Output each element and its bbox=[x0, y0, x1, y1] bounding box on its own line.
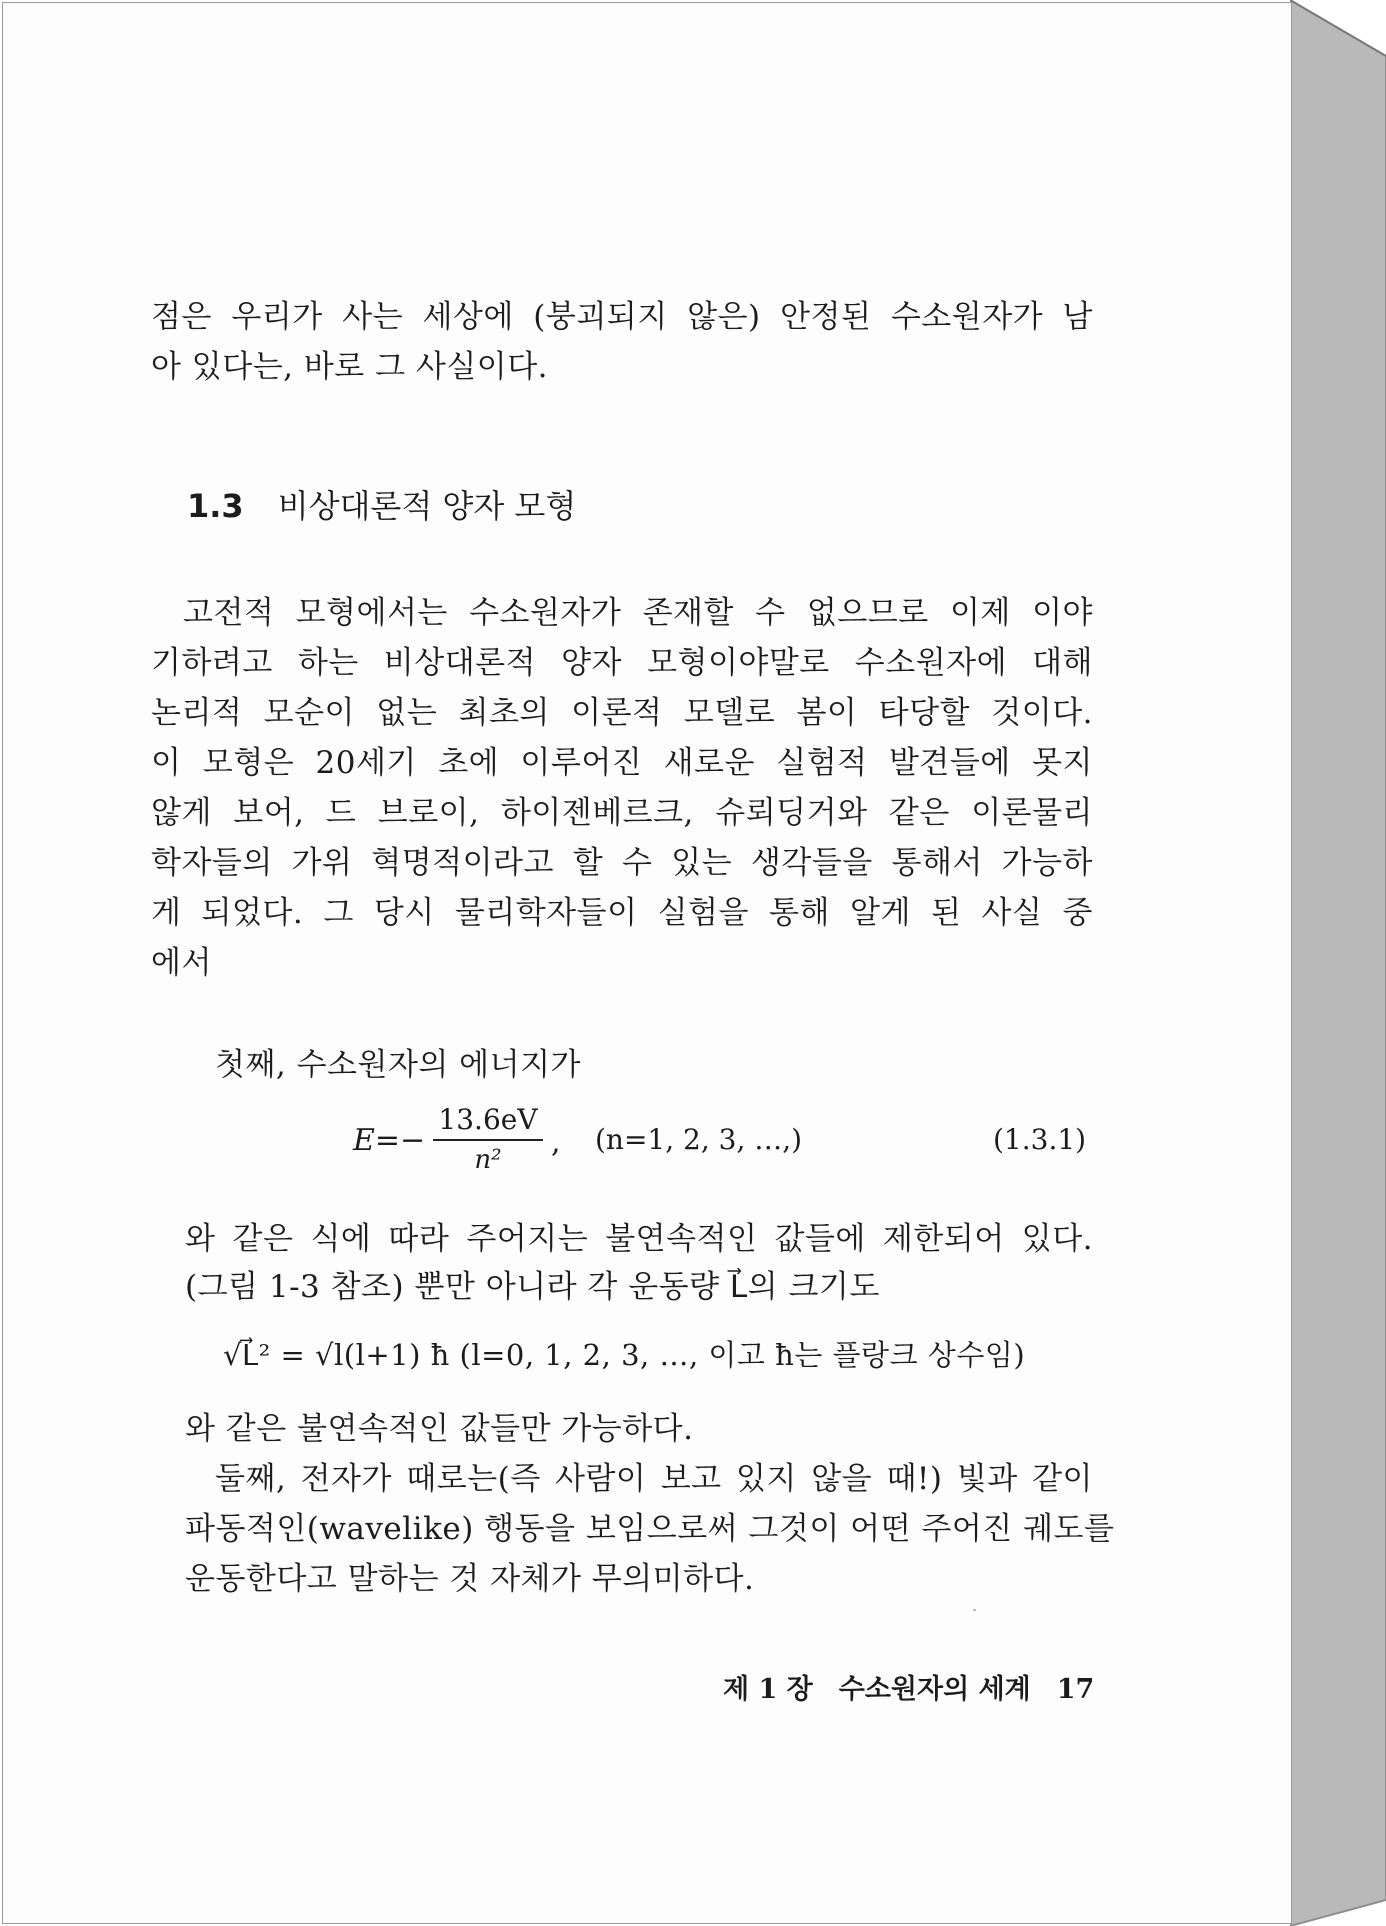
intro-line-2: 기하려고 하는 비상대론적 양자 모형이야말로 수소원자에 대해 bbox=[151, 645, 1093, 681]
equation-lhs: E=− bbox=[353, 1123, 426, 1158]
section-heading bbox=[187, 481, 576, 527]
page-number: 17 bbox=[1056, 1674, 1095, 1705]
equation-numerator: 13.6eV bbox=[438, 1103, 538, 1136]
page-footer bbox=[723, 1667, 1094, 1706]
first-point-after-line-2: (그림 1-3 참조) 뿐만 아니라 각 운동량 L⃗의 크기도 bbox=[185, 1269, 880, 1305]
footer-chapter-title: 수소원자의 세계 bbox=[838, 1674, 1031, 1705]
intro-line-3: 논리적 모순이 없는 최초의 이론적 모델로 봄이 타당할 것이다. bbox=[151, 695, 1093, 731]
scan-speck bbox=[973, 1609, 976, 1611]
intro-line-5: 않게 보어, 드 브로이, 하이젠베르크, 슈뢰딩거와 같은 이론물리 bbox=[151, 795, 1093, 831]
intro-line-6: 학자들의 가위 혁명적이라고 할 수 있는 생각들을 통해서 가능하 bbox=[151, 845, 1093, 881]
first-point-after-line-1: 와 같은 식에 따라 주어지는 불연속적인 값들에 제한되어 있다. bbox=[185, 1221, 1093, 1257]
book-page bbox=[2, 2, 1292, 1924]
intro-line-8: 에서 bbox=[151, 945, 212, 981]
section-number: 1.3 bbox=[187, 487, 244, 525]
equation-condition: (n=1, 2, 3, …,) bbox=[595, 1123, 803, 1156]
equation-number: (1.3.1) bbox=[993, 1123, 1087, 1156]
intro-line-7: 게 되었다. 그 당시 물리학자들이 실험을 통해 알게 된 사실 중 bbox=[151, 895, 1093, 931]
second-point-line-3: 운동한다고 말하는 것 자체가 무의미하다. bbox=[185, 1561, 755, 1597]
first-point-closing: 와 같은 불연속적인 값들만 가능하다. bbox=[185, 1411, 694, 1447]
footer-chapter: 제 1 장 bbox=[723, 1674, 813, 1705]
intro-line-1: 고전적 모형에서는 수소원자가 존재할 수 없으므로 이제 이야 bbox=[183, 595, 1093, 631]
fraction-bar bbox=[433, 1139, 543, 1141]
first-point-intro: 첫째, 수소원자의 에너지가 bbox=[215, 1047, 581, 1083]
prev-paragraph-line-2: 아 있다는, 바로 그 사실이다. bbox=[151, 349, 549, 385]
second-point-line-2: 파동적인(wavelike) 행동을 보임으로써 그것이 어떤 주어진 궤도를 bbox=[185, 1511, 1115, 1547]
equation-comma: , bbox=[551, 1125, 561, 1160]
momentum-formula: √L⃗² = √l(l+1) ħ (l=0, 1, 2, 3, …, 이고 ħ는 플랑크 상수임) bbox=[223, 1338, 1026, 1372]
second-point-line-1: 둘째, 전자가 때로는(즉 사람이 보고 있지 않을 때!) 빛과 같이 bbox=[215, 1461, 1093, 1497]
equation-denominator: n² bbox=[474, 1145, 502, 1175]
section-title: 비상대론적 양자 모형 bbox=[277, 487, 577, 525]
intro-line-4: 이 모형은 20세기 초에 이루어진 새로운 실험적 발견들에 못지 bbox=[151, 745, 1093, 781]
book-edge bbox=[1290, 0, 1386, 1926]
prev-paragraph-line-1: 점은 우리가 사는 세상에 (붕괴되지 않은) 안정된 수소원자가 남 bbox=[151, 299, 1093, 335]
